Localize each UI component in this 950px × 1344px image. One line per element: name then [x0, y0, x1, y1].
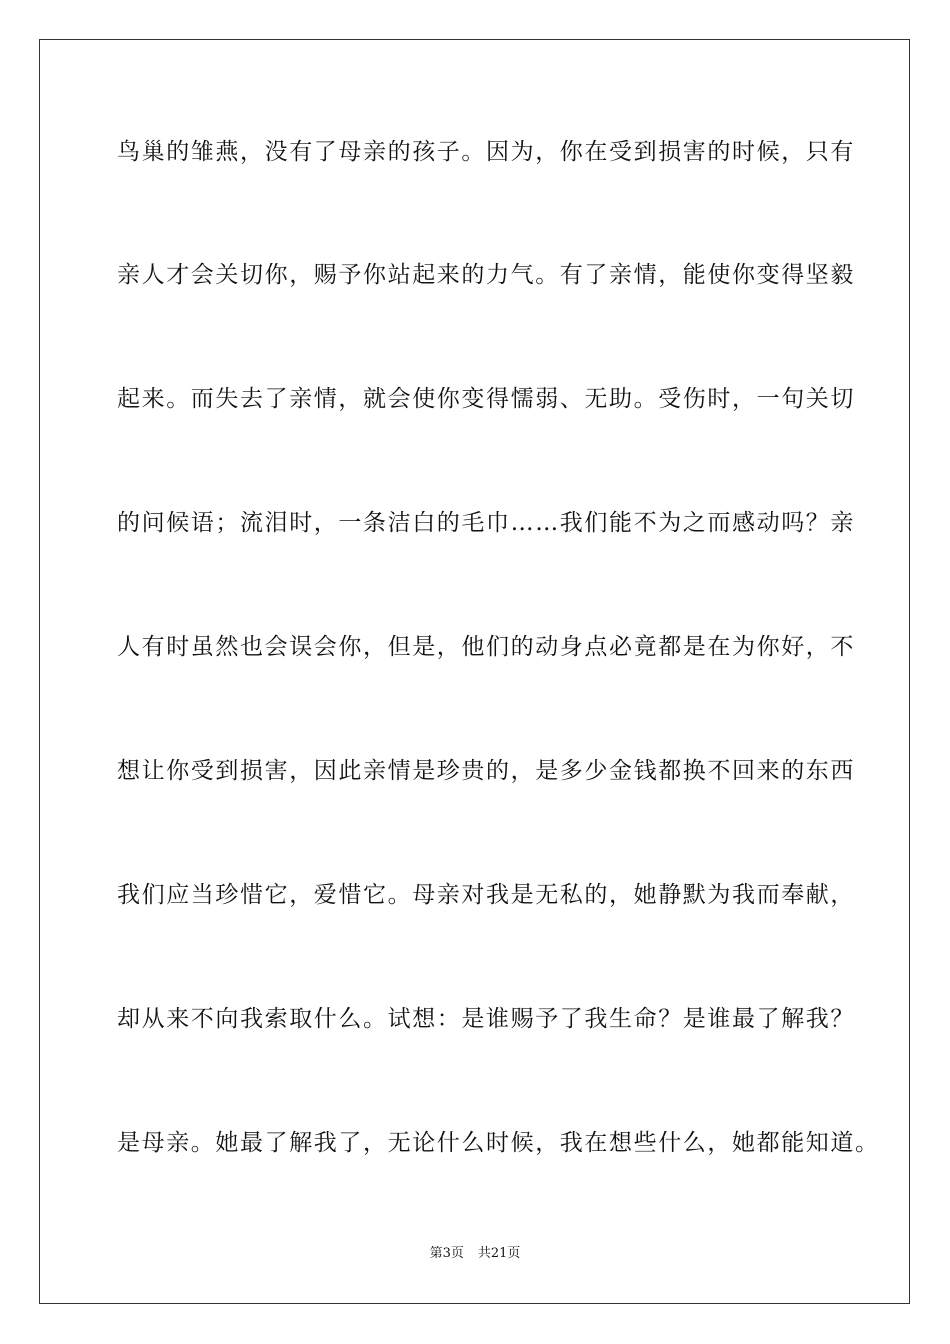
text-line-1: 鸟巢的雏燕，没有了母亲的孩子。因为，你在受到损害的时候，只有 [117, 139, 855, 165]
text-line-4: 的问候语；流泪时，一条洁白的毛巾……我们能不为之而感动吗？亲 [117, 510, 855, 536]
text-line-9: 是母亲。她最了解我了，无论什么时候，我在想些什么，她都能知道。 [117, 1130, 880, 1156]
text-line-5: 人有时虽然也会误会你，但是，他们的动身点必竟都是在为你好，不 [117, 634, 855, 660]
text-line-6: 想让你受到损害，因此亲情是珍贵的，是多少金钱都换不回来的东西 [117, 758, 855, 784]
page-number: 第3页 [429, 1246, 464, 1261]
page-total: 共21页 [477, 1246, 521, 1261]
text-line-3: 起来。而失去了亲情，就会使你变得懦弱、无助。受伤时，一句关切 [117, 386, 855, 412]
page-border [39, 39, 910, 1304]
text-line-2: 亲人才会关切你，赐予你站起来的力气。有了亲情，能使你变得坚毅 [117, 262, 855, 288]
page-footer [0, 1245, 950, 1263]
text-line-8: 却从来不向我索取什么。试想：是谁赐予了我生命？是谁最了解我？ [117, 1006, 855, 1032]
text-line-7: 我们应当珍惜它，爱惜它。母亲对我是无私的，她静默为我而奉献， [117, 882, 855, 908]
